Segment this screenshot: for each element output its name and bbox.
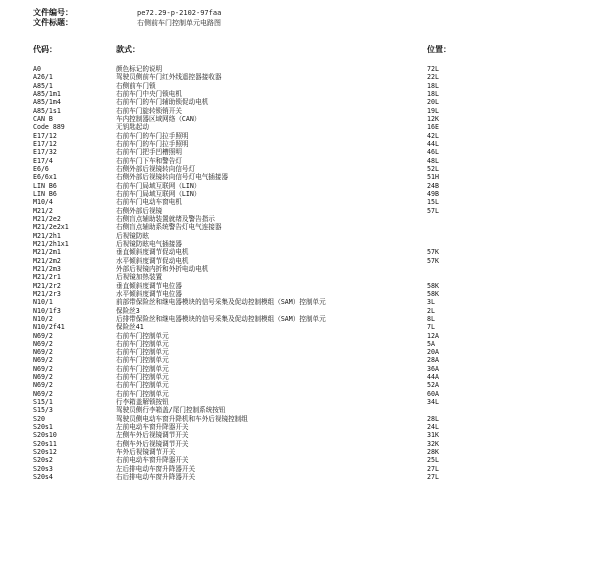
table-row xyxy=(0,248,600,256)
document-title-value: 右侧前车门控制单元电路图 xyxy=(137,19,221,27)
component-code: N69/2 xyxy=(33,348,53,357)
component-position: 28L xyxy=(427,414,439,423)
table-row xyxy=(0,232,600,240)
document-title-label: 文件标题： xyxy=(33,18,73,27)
table-row xyxy=(0,90,600,98)
component-position: 20A xyxy=(427,348,439,357)
component-code: M21/2r2 xyxy=(33,281,61,290)
header-description: 款式： xyxy=(116,45,140,54)
component-position: 12A xyxy=(427,331,439,340)
table-row xyxy=(0,265,600,273)
component-code: Code 889 xyxy=(33,123,65,132)
component-code: N69/2 xyxy=(33,389,53,398)
component-position: 27L xyxy=(427,473,439,482)
component-description: 右前车门控制单元 xyxy=(116,339,169,348)
component-description: 右后排电动车窗升降器开关 xyxy=(116,473,196,482)
table-row xyxy=(0,348,600,356)
component-description: 右前车门控制单元 xyxy=(116,364,169,373)
component-position: 52L xyxy=(427,164,439,173)
component-description: 右前车门的车门辅助锁促动电机 xyxy=(116,98,209,107)
component-position: 28K xyxy=(427,448,439,457)
table-row xyxy=(0,465,600,473)
component-code: LIN B6 xyxy=(33,181,57,190)
component-description: 右前车门电动车窗电机 xyxy=(116,198,182,207)
component-position: 19L xyxy=(427,106,439,115)
component-code: S20s3 xyxy=(33,464,53,473)
component-description: 前部带保险丝和继电器模块的信号采集及促动控制模组（SAM）控制单元 xyxy=(116,298,326,307)
component-position: 18L xyxy=(427,89,439,98)
component-description: 后排带保险丝和继电器模块的信号采集及促动控制模组（SAM）控制单元 xyxy=(116,314,326,323)
component-code: M21/2r1 xyxy=(33,273,61,282)
document-number-value: pe72.29-p-2102-97faa xyxy=(137,9,222,17)
component-code: S20s11 xyxy=(33,439,57,448)
component-position: 12K xyxy=(427,114,439,123)
component-code: M21/2r3 xyxy=(33,289,61,298)
component-code: E17/12 xyxy=(33,131,57,140)
component-code: E17/12 xyxy=(33,139,57,148)
component-position: 5A xyxy=(427,339,435,348)
table-row xyxy=(0,82,600,90)
component-position: 7L xyxy=(427,323,435,332)
component-description: 右侧外部后视镜转向信号灯电气插接器 xyxy=(116,173,229,182)
component-description: 右前车门的车门拉手照明 xyxy=(116,139,189,148)
table-row xyxy=(0,140,600,148)
component-code: A0 xyxy=(33,65,41,73)
table-row xyxy=(0,298,600,306)
component-position: 3L xyxy=(427,298,435,307)
component-description: 车外后视镜调节开关 xyxy=(116,448,176,457)
table-row xyxy=(0,398,600,406)
component-code: CAN B xyxy=(33,114,53,123)
table-row xyxy=(0,448,600,456)
component-code: A26/1 xyxy=(33,73,53,82)
component-position: 2L xyxy=(427,306,435,315)
table-row xyxy=(0,73,600,81)
component-position: 24L xyxy=(427,423,439,432)
table-row xyxy=(0,157,600,165)
table-row xyxy=(0,315,600,323)
component-description: 垂直倾斜度调节促动电机 xyxy=(116,248,189,257)
component-code: N10/1f3 xyxy=(33,306,61,315)
document-number-label: 文件编号： xyxy=(33,8,73,17)
table-row xyxy=(0,107,600,115)
component-position: 57L xyxy=(427,206,439,215)
table-row xyxy=(0,356,600,364)
table-row xyxy=(0,415,600,423)
component-description: 右侧前车门锁 xyxy=(116,81,156,90)
component-position: 15L xyxy=(427,198,439,207)
table-row xyxy=(0,223,600,231)
component-position: 44L xyxy=(427,139,439,148)
table-row xyxy=(0,406,600,414)
component-position: 48L xyxy=(427,156,439,165)
header-position: 位置： xyxy=(427,45,451,54)
component-description: 后视镜加热装置 xyxy=(116,273,163,282)
component-description: 左侧车外后视镜调节开关 xyxy=(116,431,189,440)
component-description: 驾驶员侧行李箱盖/尾门控制系统按钮 xyxy=(116,406,226,415)
component-description: 右前车门控制单元 xyxy=(116,381,169,390)
component-code: N10/2f41 xyxy=(33,323,65,332)
component-description: 右侧盲点辅助装置就绪及警告指示 xyxy=(116,214,215,223)
table-row xyxy=(0,240,600,248)
component-description: 右前车门下车和警告灯 xyxy=(116,156,182,165)
component-code: M21/2e2 xyxy=(33,214,61,223)
component-position: 46L xyxy=(427,148,439,157)
component-position: 51H xyxy=(427,173,439,182)
component-description: 驾驶员侧电动车窗升降机和车外后视镜控制组 xyxy=(116,414,248,423)
component-description: 右侧外部后视镜 xyxy=(116,206,163,215)
component-position: 60A xyxy=(427,389,439,398)
component-position: 57K xyxy=(427,256,439,265)
component-code: N69/2 xyxy=(33,356,53,365)
component-code: S15/3 xyxy=(33,406,53,415)
component-description: 右前电动车窗升降器开关 xyxy=(116,456,189,465)
component-description: 右侧外部后视镜转向信号灯 xyxy=(116,164,196,173)
component-code: M21/2m3 xyxy=(33,264,61,273)
component-code: LIN B6 xyxy=(33,189,57,198)
component-code: N69/2 xyxy=(33,339,53,348)
component-description: 右前车门把手凹槽照明 xyxy=(116,148,182,157)
component-position: 57K xyxy=(427,248,439,257)
component-code: E17/32 xyxy=(33,148,57,157)
table-row xyxy=(0,307,600,315)
component-description: 驾驶员侧前车门红外线遥控器接收器 xyxy=(116,73,222,82)
table-row xyxy=(0,323,600,331)
component-code: A85/1m4 xyxy=(33,98,61,107)
component-code: N69/2 xyxy=(33,331,53,340)
table-row xyxy=(0,456,600,464)
table-row xyxy=(0,257,600,265)
component-description: 后视镜防眩 xyxy=(116,231,149,240)
component-description: 保险丝41 xyxy=(116,323,144,332)
table-row xyxy=(0,473,600,481)
component-position: 52A xyxy=(427,381,439,390)
component-position: 72L xyxy=(427,65,439,73)
component-position: 28A xyxy=(427,356,439,365)
table-row xyxy=(0,65,600,73)
table-row xyxy=(0,332,600,340)
component-position: 27L xyxy=(427,464,439,473)
table-row xyxy=(0,198,600,206)
component-position: 25L xyxy=(427,456,439,465)
component-code: M21/2m2 xyxy=(33,256,61,265)
component-description: 右前车门控制单元 xyxy=(116,356,169,365)
component-description: 右前车门控制单元 xyxy=(116,348,169,357)
table-row xyxy=(0,132,600,140)
table-row xyxy=(0,381,600,389)
component-description: 右前车门旋转锁销开关 xyxy=(116,106,182,115)
table-row xyxy=(0,340,600,348)
component-code: A85/1m1 xyxy=(33,89,61,98)
component-code: N69/2 xyxy=(33,381,53,390)
component-table xyxy=(0,65,600,481)
component-description: 右前车门中央门锁电机 xyxy=(116,89,182,98)
table-row xyxy=(0,290,600,298)
component-position: 49B xyxy=(427,189,439,198)
component-code: N69/2 xyxy=(33,373,53,382)
table-row xyxy=(0,182,600,190)
component-description: 左后排电动车窗升降器开关 xyxy=(116,464,196,473)
table-row xyxy=(0,165,600,173)
component-position: 22L xyxy=(427,73,439,82)
component-description: 车内控制器区域网络（CAN） xyxy=(116,114,201,123)
table-row xyxy=(0,365,600,373)
component-code: M21/2h1x1 xyxy=(33,239,69,248)
component-code: N69/2 xyxy=(33,364,53,373)
component-code: N10/1 xyxy=(33,298,53,307)
table-row xyxy=(0,115,600,123)
table-row xyxy=(0,423,600,431)
component-position: 34L xyxy=(427,398,439,407)
component-description: 行李箱盖解锁按钮 xyxy=(116,398,169,407)
component-description: 后视镜防眩电气插接器 xyxy=(116,239,182,248)
component-position: 44A xyxy=(427,373,439,382)
table-row xyxy=(0,282,600,290)
component-code: M21/2 xyxy=(33,206,53,215)
component-position: 58K xyxy=(427,289,439,298)
table-row xyxy=(0,207,600,215)
table-row xyxy=(0,190,600,198)
table-row xyxy=(0,123,600,131)
component-code: M10/4 xyxy=(33,198,53,207)
component-code: E6/6x1 xyxy=(33,173,57,182)
component-code: S20s4 xyxy=(33,473,53,482)
table-row xyxy=(0,148,600,156)
component-code: N10/2 xyxy=(33,314,53,323)
component-description: 无钥匙起动 xyxy=(116,123,149,132)
component-description: 左前电动车窗升降器开关 xyxy=(116,423,189,432)
component-description: 右侧盲点辅助系统警告灯电气连接器 xyxy=(116,223,222,232)
component-code: E6/6 xyxy=(33,164,49,173)
component-position: 36A xyxy=(427,364,439,373)
component-code: S20s2 xyxy=(33,456,53,465)
component-position: 31K xyxy=(427,431,439,440)
header-code: 代码： xyxy=(33,45,57,54)
component-position: 24B xyxy=(427,181,439,190)
component-description: 右前车门控制单元 xyxy=(116,389,169,398)
component-code: M21/2e2x1 xyxy=(33,223,69,232)
component-position: 18L xyxy=(427,81,439,90)
table-row xyxy=(0,440,600,448)
component-position: 8L xyxy=(427,314,435,323)
table-row xyxy=(0,98,600,106)
component-code: M21/2h1 xyxy=(33,231,61,240)
component-description: 右前车门的车门拉手照明 xyxy=(116,131,189,140)
component-position: 16E xyxy=(427,123,439,132)
table-row xyxy=(0,173,600,181)
component-description: 右前车门控制单元 xyxy=(116,373,169,382)
component-description: 右前车门局域互联网（LIN） xyxy=(116,181,201,190)
component-code: E17/4 xyxy=(33,156,53,165)
component-code: S20s12 xyxy=(33,448,57,457)
component-code: S20s10 xyxy=(33,431,57,440)
component-code: A85/1 xyxy=(33,81,53,90)
component-description: 外部后视镜内折和外折电动电机 xyxy=(116,264,209,273)
table-row xyxy=(0,431,600,439)
table-row xyxy=(0,373,600,381)
component-position: 42L xyxy=(427,131,439,140)
table-row xyxy=(0,273,600,281)
component-description: 右前车门控制单元 xyxy=(116,331,169,340)
component-description: 右侧车外后视镜调节开关 xyxy=(116,439,189,448)
component-description: 右前车门局域互联网（LIN） xyxy=(116,189,201,198)
component-code: M21/2m1 xyxy=(33,248,61,257)
component-description: 颜色标记的说明 xyxy=(116,65,163,73)
component-position: 32K xyxy=(427,439,439,448)
table-row xyxy=(0,215,600,223)
component-description: 保险丝3 xyxy=(116,306,140,315)
component-code: S20 xyxy=(33,414,45,423)
component-description: 垂直倾斜度调节电位器 xyxy=(116,281,182,290)
component-code: S20s1 xyxy=(33,423,53,432)
component-position: 20L xyxy=(427,98,439,107)
table-row xyxy=(0,390,600,398)
component-description: 水平倾斜度调节促动电机 xyxy=(116,256,189,265)
component-description: 水平倾斜度调节电位器 xyxy=(116,289,182,298)
component-code: S15/1 xyxy=(33,398,53,407)
component-position: 58K xyxy=(427,281,439,290)
component-code: A85/1s1 xyxy=(33,106,61,115)
